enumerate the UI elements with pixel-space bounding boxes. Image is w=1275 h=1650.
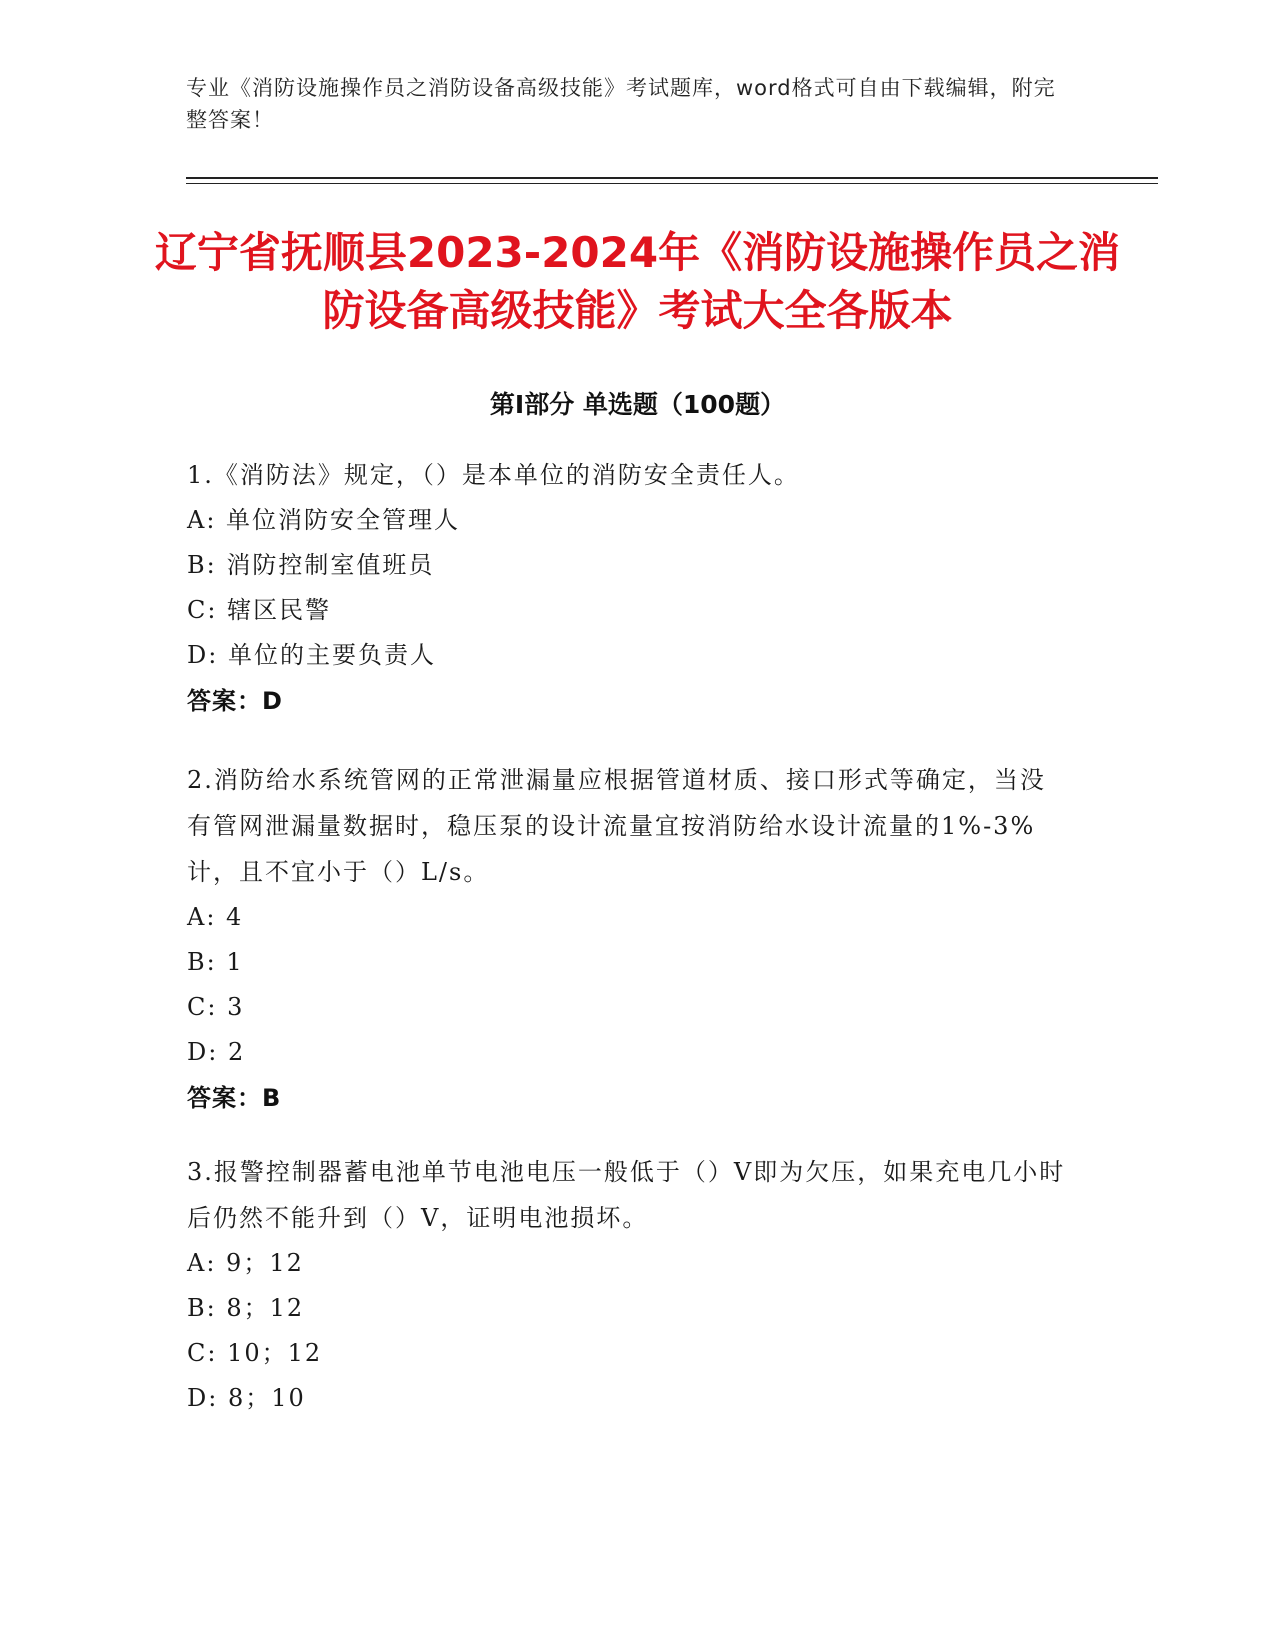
option-b: B: 1 (187, 948, 244, 976)
document-title: 辽宁省抚顺县2023-2024年《消防设施操作员之消防设备高级技能》考试大全各版本 (154, 228, 1121, 335)
option-a: A: 单位消防安全管理人 (187, 506, 461, 534)
answer: 答案：D (187, 687, 283, 715)
option-d: D: 2 (187, 1038, 246, 1066)
header-divider (186, 177, 1158, 179)
header-note: 专业《消防设施操作员之消防设备高级技能》考试题库，word格式可自由下载编辑，附完整答案！ (186, 76, 1056, 132)
option-a: A: 9；12 (187, 1249, 304, 1277)
option-b: B: 8；12 (187, 1294, 305, 1322)
question-3 (187, 1149, 1067, 1421)
section-heading: 第Ⅰ部分 单选题（100题） (489, 390, 786, 419)
question-1 (187, 452, 1067, 724)
option-d: D: 单位的主要负责人 (187, 641, 436, 669)
question-stem: 2.消防给水系统管网的正常泄漏量应根据管道材质、接口形式等确定，当没有管网泄漏量数据时，稳压泵的设计流量宜按消防给水设计流量的1%-3%计，且不宜小于（）L/s。 (187, 766, 1046, 886)
option-a: A: 4 (187, 903, 244, 931)
option-c: C: 辖区民警 (187, 596, 332, 624)
option-b: B: 消防控制室值班员 (187, 551, 435, 579)
question-stem: 1.《消防法》规定，（）是本单位的消防安全责任人。 (187, 461, 800, 489)
question-2 (187, 757, 1067, 1121)
question-stem: 3.报警控制器蓄电池单节电池电压一般低于（）V即为欠压，如果充电几小时后仍然不能升到（）V，证明电池损坏。 (187, 1158, 1066, 1232)
option-c: C: 10；12 (187, 1339, 323, 1367)
answer: 答案：B (187, 1084, 282, 1112)
option-d: D: 8；10 (187, 1384, 306, 1412)
header-divider-thin (186, 183, 1158, 184)
option-c: C: 3 (187, 993, 245, 1021)
